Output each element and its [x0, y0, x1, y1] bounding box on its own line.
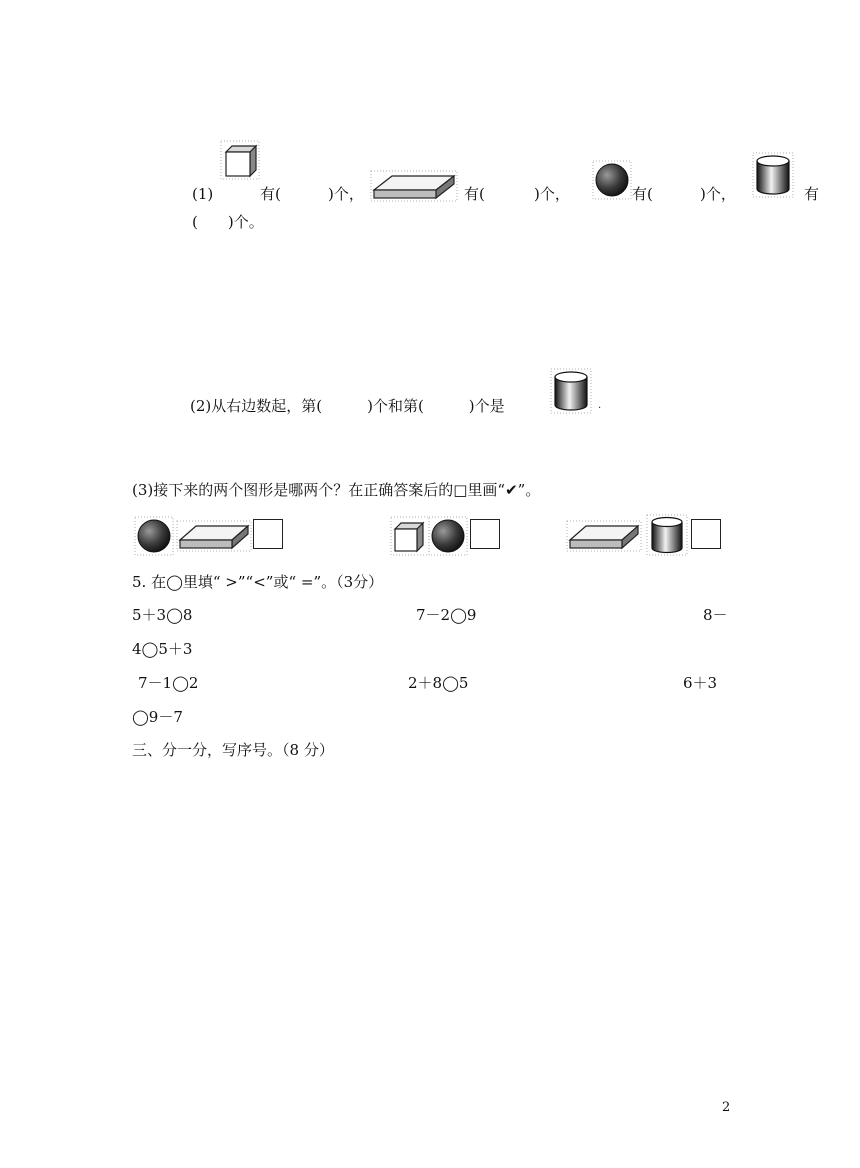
q5-item: ◯9－7	[132, 708, 183, 726]
q2-end-dot: .	[598, 400, 602, 411]
q5-item: 7－1◯2	[138, 674, 199, 692]
q1-label: (1)	[192, 185, 214, 203]
cuboid-icon	[566, 520, 642, 552]
cube-icon	[390, 516, 430, 556]
q1-count-d-open: 有	[804, 185, 820, 203]
q1-count-a-close: )个，	[328, 185, 364, 203]
q2-text: (2)从右边数起，第( )个和第( )个是	[190, 397, 505, 415]
cylinder-icon	[752, 152, 794, 198]
section3-title: 三、分一分，写序号。（8 分）	[132, 741, 334, 759]
q1-count-c-open: 有(	[632, 185, 653, 203]
answer-checkbox-1[interactable]	[253, 519, 283, 549]
q5-item: 6＋3	[683, 674, 718, 692]
q5-title: 5. 在◯里填“ >”“<”或“ =”。（3分）	[132, 573, 384, 591]
q1-count-c-close: )个，	[700, 185, 736, 203]
cuboid-icon	[370, 170, 458, 202]
answer-checkbox-2[interactable]	[470, 519, 500, 549]
q3-text: (3)接下来的两个图形是哪两个？在正确答案后的□里画“✔”。	[132, 481, 541, 499]
q5-item: 7－2◯9	[416, 606, 477, 624]
sphere-icon	[134, 516, 174, 556]
answer-checkbox-3[interactable]	[691, 519, 721, 549]
cylinder-icon	[646, 514, 688, 556]
q5-item: 4◯5＋3	[132, 640, 193, 658]
q5-item: 5＋3◯8	[132, 606, 193, 624]
q5-item: 8－	[703, 606, 728, 624]
sphere-icon	[428, 516, 468, 556]
cube-icon	[220, 140, 260, 180]
q1-count-b-close: )个，	[534, 185, 570, 203]
cuboid-icon	[176, 520, 252, 552]
q5-item: 2＋8◯5	[408, 674, 469, 692]
q1-line2: ( )个。	[192, 213, 264, 231]
q1-count-a-open: 有(	[260, 185, 281, 203]
q1-count-b-open: 有(	[464, 185, 485, 203]
sphere-icon	[592, 160, 632, 200]
cylinder-icon	[550, 368, 592, 414]
page-number: 2	[722, 1100, 731, 1115]
